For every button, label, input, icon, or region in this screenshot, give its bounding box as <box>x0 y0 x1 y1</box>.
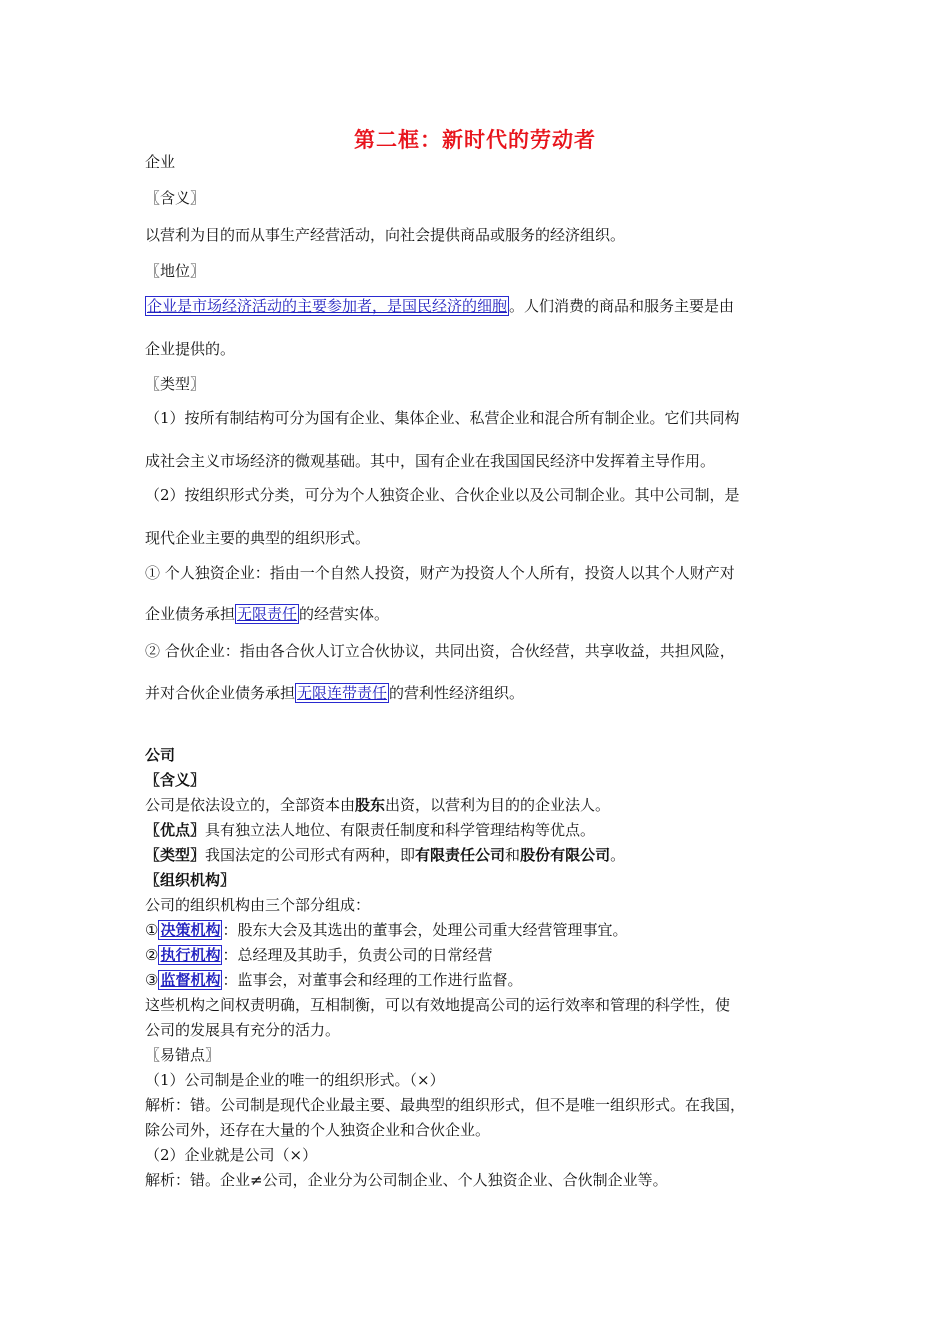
company-meaning-label: 〖含义〗 <box>145 771 206 789</box>
enterprise-status-label: 〖地位〗 <box>145 262 206 280</box>
org-item-supervisory <box>145 970 522 990</box>
org1-text: ：股东大会及其选出的董事会，处理公司重大经营管理事宜。 <box>222 921 628 939</box>
org2-text: ：总经理及其助手，负责公司的日常经营 <box>222 946 493 964</box>
org3-number: ③ <box>145 971 159 989</box>
status-rest: 。人们消费的商品和服务主要是由 <box>509 297 735 315</box>
enterprise-meaning-label: 〖含义〗 <box>145 189 206 207</box>
company-types-mid: 和 <box>505 846 521 864</box>
unlimited-liability-highlight: 无限责任 <box>237 605 298 623</box>
item2-post: 的营利性经济组织。 <box>389 684 525 702</box>
company-types <box>145 845 625 865</box>
org-item-executive <box>145 945 492 965</box>
company-types-post: 。 <box>610 846 626 864</box>
mistake1-question: （1）公司制是企业的唯一的组织形式。（×） <box>145 1071 445 1089</box>
enterprise-status-line1 <box>145 296 734 316</box>
item2-line2 <box>145 683 524 703</box>
page-title: 第二框：新时代的劳动者 <box>354 128 596 152</box>
org3-text: ：监事会，对董事会和经理的工作进行监督。 <box>222 971 523 989</box>
type1-line2: 成社会主义市场经济的微观基础。其中，国有企业在我国国民经济中发挥着主导作用。 <box>145 452 716 470</box>
org-item-decision <box>145 920 627 940</box>
joint-stock-bold: 股份有限公司 <box>520 846 611 864</box>
mistakes-label: 〖易错点〗 <box>145 1046 221 1064</box>
type2-line2: 现代企业主要的典型的组织形式。 <box>145 529 371 547</box>
company-advantages <box>145 820 595 840</box>
mistake2-question: （2）企业就是公司（×） <box>145 1146 318 1164</box>
item1-post: 的经营实体。 <box>299 605 390 623</box>
item2-line1: ② 合伙企业：指由各合伙人订立合伙协议，共同出资，合伙经营，共享收益，共担风险， <box>145 642 735 660</box>
item2-pre: 并对合伙企业债务承担 <box>145 684 296 702</box>
company-meaning-post: 出资，以营利为目的的企业法人。 <box>385 796 611 814</box>
org-summary-line2: 公司的发展具有充分的活力。 <box>145 1021 341 1039</box>
company-types-label: 〖类型〗 <box>145 846 206 864</box>
company-meaning-pre: 公司是依法设立的，全部资本由 <box>145 796 356 814</box>
decision-body-highlight: 决策机构 <box>160 921 221 939</box>
supervisory-body-highlight: 监督机构 <box>160 971 221 989</box>
org2-number: ② <box>145 946 159 964</box>
enterprise-types-label: 〖类型〗 <box>145 375 206 393</box>
org-structure-label: 〖组织机构〗 <box>145 871 236 889</box>
executive-body-highlight: 执行机构 <box>160 946 221 964</box>
company-heading: 公司 <box>145 746 176 764</box>
item1-line2 <box>145 604 389 624</box>
mistake1-answer-line2: 除公司外，还存在大量的个人独资企业和合伙企业。 <box>145 1121 491 1139</box>
mistake2-answer: 解析：错。企业≠公司，企业分为公司制企业、个人独资企业、合伙制企业等。 <box>145 1171 668 1189</box>
org1-number: ① <box>145 921 159 939</box>
joint-liability-highlight: 无限连带责任 <box>297 684 388 702</box>
type1-line1: （1）按所有制结构可分为国有企业、集体企业、私营企业和混合所有制企业。它们共同构 <box>145 409 740 427</box>
status-highlight: 企业是市场经济活动的主要参加者，是国民经济的细胞 <box>147 297 508 315</box>
enterprise-status-line2: 企业提供的。 <box>145 340 236 358</box>
enterprise-meaning-text: 以营利为目的而从事生产经营活动，向社会提供商品或服务的经济组织。 <box>145 226 626 244</box>
org-intro: 公司的组织机构由三个部分组成： <box>145 896 371 914</box>
type2-line1: （2）按组织形式分类，可分为个人独资企业、合伙企业以及公司制企业。其中公司制，是 <box>145 486 740 504</box>
llc-bold: 有限责任公司 <box>415 846 506 864</box>
advantages-label: 〖优点〗 <box>145 821 206 839</box>
company-meaning-text <box>145 795 610 815</box>
item1-pre: 企业债务承担 <box>145 605 236 623</box>
mistake1-answer-line1: 解析：错。公司制是现代企业最主要、最典型的组织形式，但不是唯一组织形式。在我国， <box>145 1096 746 1114</box>
item1-line1: ① 个人独资企业：指由一个自然人投资，财产为投资人个人所有，投资人以其个人财产对 <box>145 564 735 582</box>
enterprise-heading: 企业 <box>145 153 176 171</box>
company-types-pre: 我国法定的公司形式有两种，即 <box>205 846 416 864</box>
shareholders-bold: 股东 <box>355 796 386 814</box>
org-summary-line1: 这些机构之间权责明确，互相制衡，可以有效地提高公司的运行效率和管理的科学性，使 <box>145 996 731 1014</box>
advantages-text: 具有独立法人地位、有限责任制度和科学管理结构等优点。 <box>205 821 596 839</box>
